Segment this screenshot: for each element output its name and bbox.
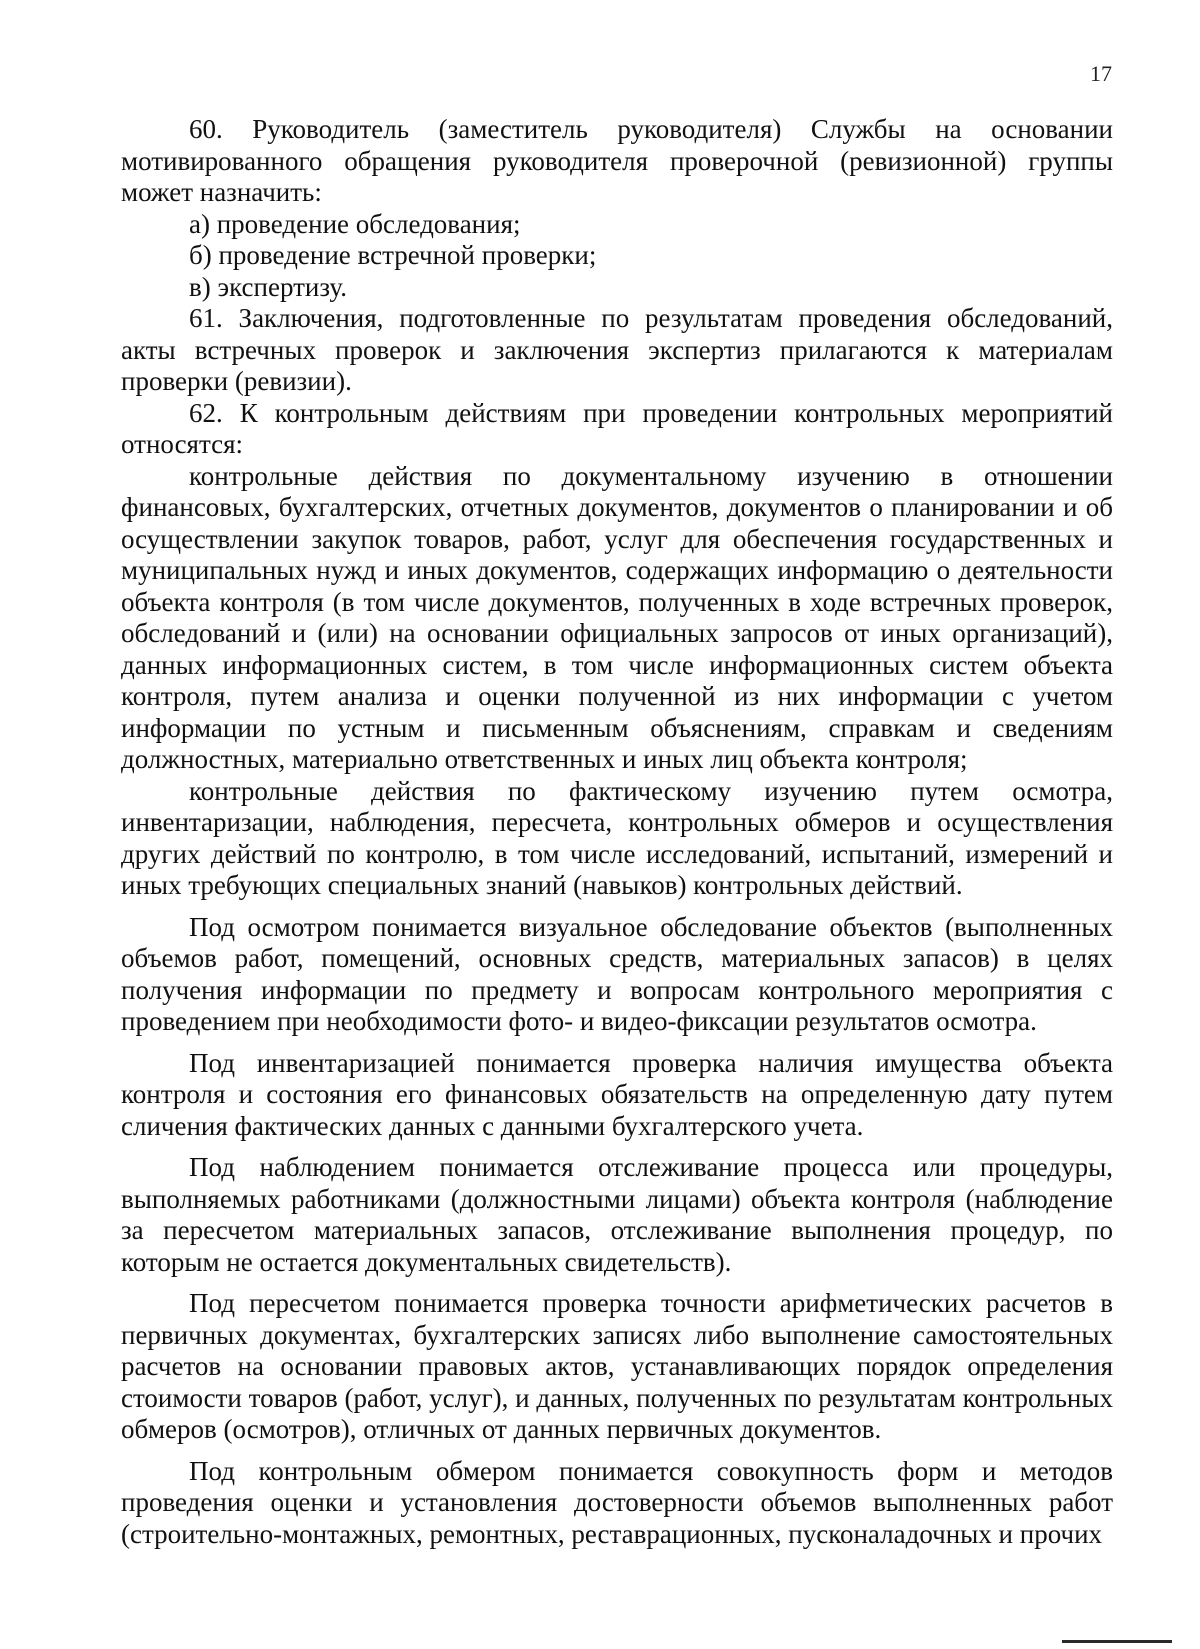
paragraph-62-factual: контрольные действия по фактическому изучению путем осмотра, инвентаризации, наблюдения, пересчета, контрольных обмеров и осуществления других действий по контролю, в том числе исследований, испытаний, измерений и иных требующих специальных знаний (навыков) контрольных действий. — [121, 775, 1113, 900]
paragraph-recount: Под пересчетом понимается проверка точности арифметических расчетов в первичных документах, бухгалтерских записях либо выполнение самостоятельных расчетов на основании правовых актов, устанавливающих порядок определения стоимости товаров (работ, услуг), и данных, полученных по результатам контрольных обмеров (осмотров), отличных от данных первичных документов. — [121, 1288, 1113, 1444]
paragraph-observation: Под наблюдением понимается отслеживание процесса или процедуры, выполняемых работниками (должностными лицами) объекта контроля (наблюдение за пересчетом материальных запасов, отслеживание выполнения процедур, по которым не остается документальных свидетельств). — [121, 1152, 1113, 1277]
paragraph-62-documentary: контрольные действия по документальному изучению в отношении финансовых, бухгалтерских, отчетных документов, документов о планировании и об осуществлении закупок товаров, работ, услуг для обеспечения государственных и муниципальных нужд и иных документов, содержащих информацию о деятельности объекта контроля (в том числе документов, полученных в ходе встречных проверок, обследований и (или) на основании официальных запросов от иных организаций), данных информационных систем, в том числе информационных систем объекта контроля, путем анализа и оценки полученной из них информации с учетом информации по устным и письменным объяснениям, справкам и сведениям должностных, материально ответственных и иных лиц объекта контроля; — [121, 460, 1113, 774]
paragraph-60: 60. Руководитель (заместитель руководителя) Службы на основании мотивированного обращения руководителя проверочной (ревизионной) группы может назначить: — [121, 114, 1113, 207]
list-item-b: б) проведение встречной проверки; — [189, 240, 597, 270]
scan-edge-mark — [1062, 1640, 1172, 1649]
list-item-c: в) экспертизу. — [189, 271, 347, 302]
paragraph-inspection: Под осмотром понимается визуальное обследование объектов (выполненных объемов работ, помещений, основных средств, материальных запасов) в целях получения информации по предмету и вопросам контрольного мероприятия с проведением при необходимости фото- и видео-фиксации результатов осмотра. — [121, 911, 1113, 1036]
list-item-a: а) проведение обследования; — [189, 208, 521, 239]
paragraph-inventory: Под инвентаризацией понимается проверка наличия имущества объекта контроля и состояния его финансовых обязательств на определенную дату путем сличения фактических данных с данными бухгалтерского учета. — [121, 1047, 1113, 1141]
page-number: 17 — [1090, 61, 1112, 86]
paragraph-61: 61. Заключения, подготовленные по результатам проведения обследований, акты встречных проверок и заключения экспертиз прилагаются к материалам проверки (ревизии). — [121, 303, 1113, 396]
paragraph-62: 62. К контрольным действиям при проведении контрольных мероприятий относятся: — [121, 397, 1113, 459]
document-body — [121, 114, 1113, 1550]
paragraph-measurement: Под контрольным обмером понимается совокупность форм и методов проведения оценки и установления достоверности объемов выполненных работ (строительно-монтажных, ремонтных, реставрационных, пусконаладочных и прочих — [121, 1455, 1113, 1549]
